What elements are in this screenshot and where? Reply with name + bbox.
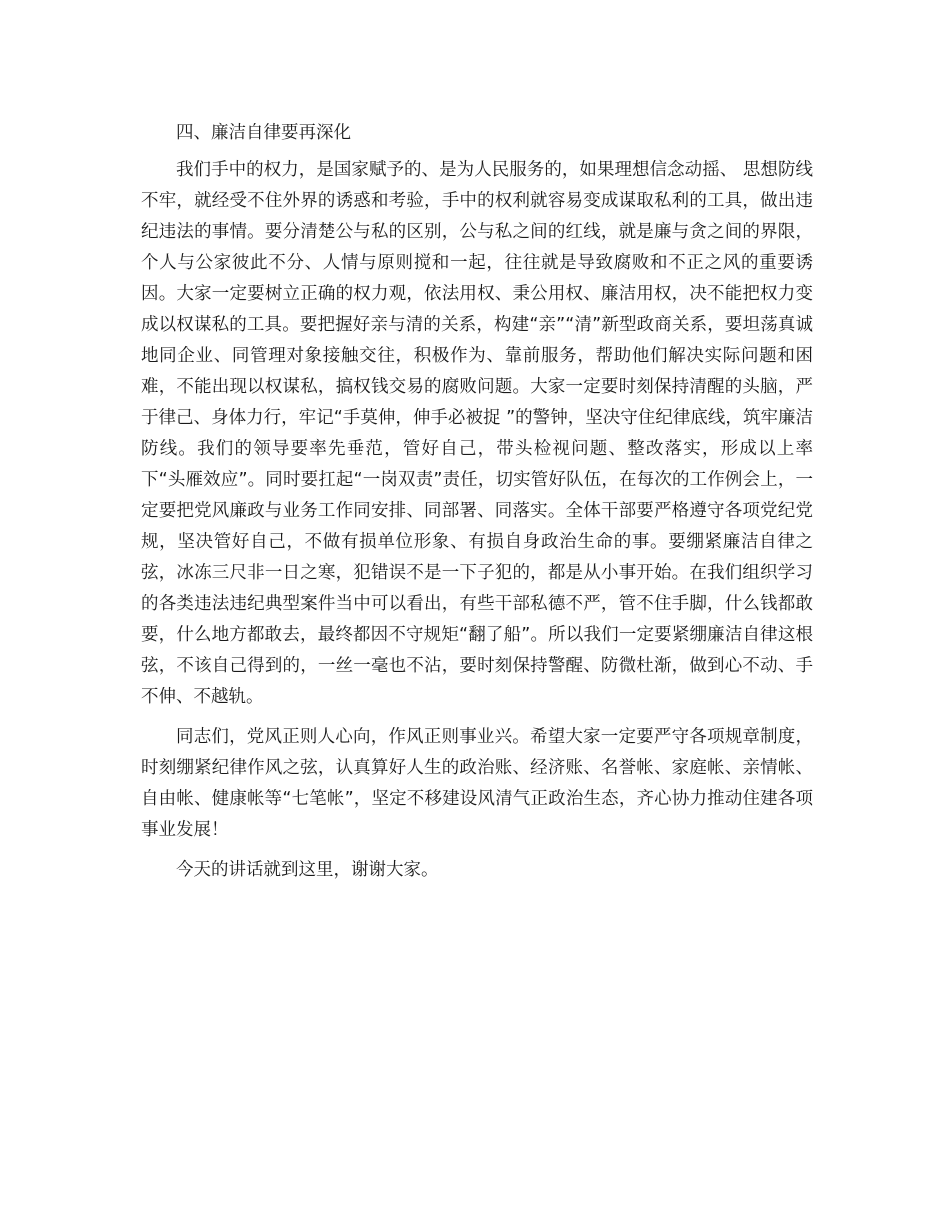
section-paragraph: 我们手中的权力，是国家赋予的、是为人民服务的，如果理想信念动摇、 思想防线不牢，就经受不住外界的诱惑和考验，手中的权利就容易变成谋取私利的工具，做出违纪违法的事情。要分清楚公与私的区别，公与私之间的红线，就是廉与贪之间的界限，个人与公家彼此不分、人情与原则搅和一起，往往就是导致腐败和不正之风的重要诱因。大家一定要树立正确的权力观，依法用权、秉公用权、廉洁用权，决不能把权力变成以权谋私的工具。要把握好亲与清的关系，构建“亲”“清”新型政商关系，要坦荡真诚地同企业、同管理对象接触交往，积极作为、靠前服务，帮助他们解决实际问题和困难，不能出现以权谋私，搞权钱交易的腐败问题。大家一定要时刻保持清醒的头脑，严于律己、身体力行，牢记“手莫伸，伸手必被捉 ”的警钟，坚决守住纪律底线，筑牢廉洁防线。我们的领导要率先垂范，管好自己，带头检视问题、整改落实，形成以上率下“头雁效应”。同时要扛起“一岗双责”责任，切实管好队伍，在每次的工作例会上，一定要把党风廉政与业务工作同安排、同部署、同落实。全体干部要严格遵守各项党纪党规，坚决管好自己，不做有损单位形象、有损自身政治生命的事。要绷紧廉洁自律之弦，冰冻三尺非一日之寒，犯错误不是一下子犯的，都是从小事开始。在我们组织学习的各类违法违纪典型案件当中可以看出，有些干部私德不严，管不住手脚，什么钱都敢要，什么地方都敢去，最终都因不守规矩“翻了船”。所以我们一定要紧绷廉洁自律这根弦，不该自己得到的，一丝一毫也不沾，要时刻保持警醒、防微杜渐，做到心不动、手不伸、不越轨。: [141, 160, 813, 707]
document-body: [141, 118, 813, 886]
section-heading: 四、廉洁自律要再深化: [176, 123, 351, 143]
conclusion-paragraph: 同志们，党风正则人心向，作风正则事业兴。希望大家一定要严守各项规章制度，时刻绷紧纪律作风之弦，认真算好人生的政治账、经济账、名誉帐、家庭帐、亲情帐、自由帐、健康帐等“七笔帐”，坚定不移建设风清气正政治生态，齐心协力推动住建各项事业发展！: [141, 727, 813, 840]
closing-remark: 今天的讲话就到这里，谢谢大家。: [176, 860, 439, 880]
